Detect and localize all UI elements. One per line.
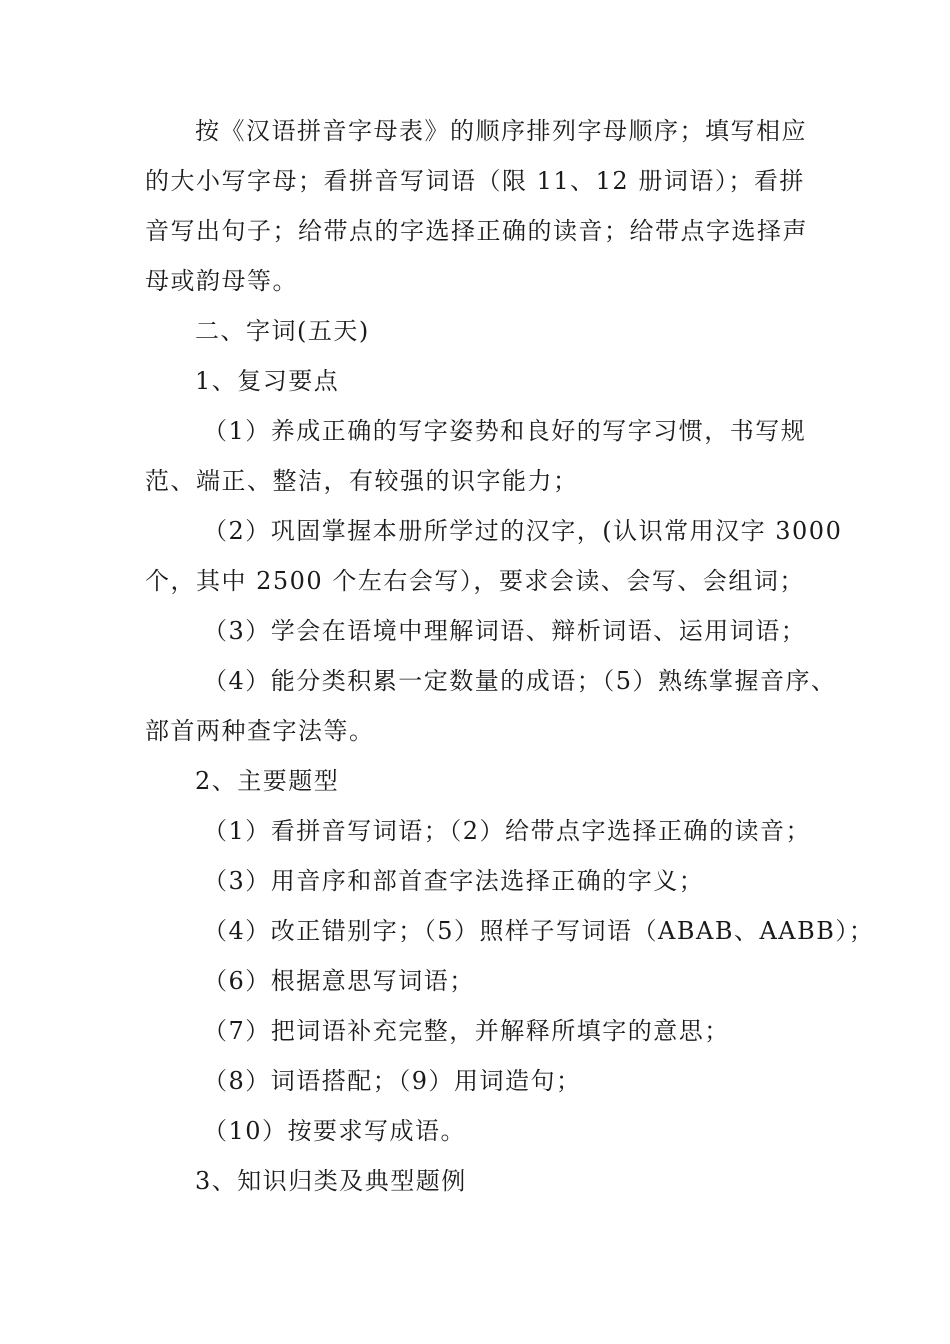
list-item-continuation: 部首两种查字法等。 xyxy=(145,717,375,745)
list-item: （2）巩固掌握本册所学过的汉字，(认识常用汉字 3000 xyxy=(203,517,843,545)
list-item: （10）按要求写成语。 xyxy=(203,1117,467,1145)
list-item: （8）词语搭配；（9）用词造句； xyxy=(203,1067,582,1095)
list-item: （7）把词语补充完整，并解释所填字的意思； xyxy=(203,1017,730,1045)
subsection-heading: 3、知识归类及典型题例 xyxy=(195,1167,467,1195)
list-item: （3）学会在语境中理解词语、辩析词语、运用词语； xyxy=(203,617,807,645)
list-item-continuation: 范、端正、整洁，有较强的识字能力； xyxy=(145,467,579,495)
list-item: （4）改正错别字；（5）照样子写词语（ABAB、AABB）； xyxy=(203,917,875,945)
subsection-heading: 1、复习要点 xyxy=(195,367,340,395)
list-item: （3）用音序和部首查字法选择正确的字义； xyxy=(203,867,705,895)
paragraph-line: 按《汉语拼音字母表》的顺序排列字母顺序；填写相应 xyxy=(195,117,807,145)
list-item: （1）养成正确的写字姿势和良好的写字习惯，书写规 xyxy=(203,417,807,445)
paragraph-line: 母或韵母等。 xyxy=(145,267,298,295)
list-item: （4）能分类积累一定数量的成语；（5）熟练掌握音序、 xyxy=(203,667,837,695)
paragraph-line: 的大小写字母；看拼音写词语（限 11、12 册词语）；看拼 xyxy=(145,167,805,195)
section-heading: 二、字词(五天) xyxy=(195,317,370,345)
document-body xyxy=(145,106,875,1206)
list-item-continuation: 个，其中 2500 个左右会写），要求会读、会写、会组词； xyxy=(145,567,805,595)
list-item: （6）根据意思写词语； xyxy=(203,967,475,995)
list-item: （1）看拼音写词语；（2）给带点字选择正确的读音； xyxy=(203,817,812,845)
paragraph-line: 音写出句子；给带点的字选择正确的读音；给带点字选择声 xyxy=(145,217,808,245)
subsection-heading: 2、主要题型 xyxy=(195,767,340,795)
